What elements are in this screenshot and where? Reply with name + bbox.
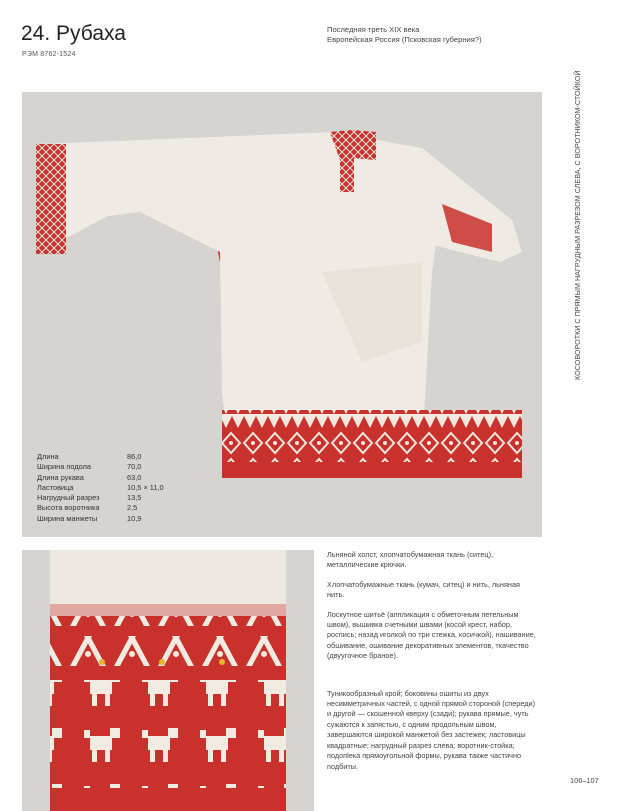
measure-row xyxy=(37,473,164,483)
measure-row xyxy=(37,483,164,493)
measure-row xyxy=(37,514,164,524)
page-numbers: 106–107 xyxy=(570,776,599,785)
measure-label: Длина xyxy=(37,452,59,461)
measure-value: 10,9 xyxy=(127,513,142,523)
left-cuff xyxy=(36,144,66,254)
measure-value: 2,5 xyxy=(127,503,138,513)
measure-value: 13,5 xyxy=(127,493,142,503)
measure-value: 10,5 × 11,0 xyxy=(127,482,164,492)
measure-label: Нагрудный разрез xyxy=(37,493,100,503)
measure-label: Высота воротника xyxy=(37,503,100,513)
embroidery-detail-photo xyxy=(22,550,314,811)
inventory-number: РЭМ 8762-1524 xyxy=(22,51,76,58)
description-materials: Льняной холст, хлопчатобумажная ткань (ситец), металлические крючки. xyxy=(327,550,494,570)
side-section-title: КОСОВОРОТКИ С ПРЯМЫМ НАГРУДНЫМ РАЗРЕЗОМ СЛЕВА, С ВОРОТНИКОМ-СТОЙКОЙ xyxy=(573,70,582,380)
measure-value: 70,0 xyxy=(127,462,142,472)
measure-row xyxy=(37,493,164,503)
measure-row xyxy=(37,462,164,472)
description-threads: Хлопчатобумажные ткань (кумач, ситец) и нить, льняная нить. xyxy=(327,579,520,600)
place-line: Европейская Россия (Псковская губерния?) xyxy=(327,35,482,44)
measure-label: Ширина подола xyxy=(37,462,92,472)
measure-value: 86,0 xyxy=(127,452,142,461)
description-techniques: Лоскутное шитьё (аппликация с обметочным петельным швом), вышивка счетными швами (косой крест, набор, роспись; назад иголкой по три стежка, косичкой), нашивание, обшивание, ошивание декоративных элементов, ткачество (двуугочное браное). xyxy=(327,609,536,661)
measure-label: Длина рукава xyxy=(37,472,84,482)
measure-label: Ширина манжеты xyxy=(37,513,98,523)
measure-row xyxy=(37,452,164,462)
date-place xyxy=(327,25,482,45)
description-cut: Туникообразный крой; боковины ошиты из двух несимметричных частей, с одной прямой стороной (спереди) и другой — скошенной кверху (сзади); рукава прямые, чуть сужаются к запястью, с одним продольным швом, завершаются широкой манжетой без застежек; ластовицы квадратные; нагрудный разрез слева; воротник-стойка; подопleка прямоугольной формы, рукава также частично подбиты. xyxy=(327,688,536,771)
measure-label: Ластовица xyxy=(37,482,74,492)
description xyxy=(327,550,539,781)
date-line: Последняя треть XIX века xyxy=(327,25,420,34)
hem-embroidery xyxy=(222,428,522,462)
page-title: 24. Рубаха xyxy=(21,22,126,45)
measurements-table xyxy=(37,452,164,524)
measure-row xyxy=(37,503,164,513)
measure-value: 63,0 xyxy=(127,472,142,482)
